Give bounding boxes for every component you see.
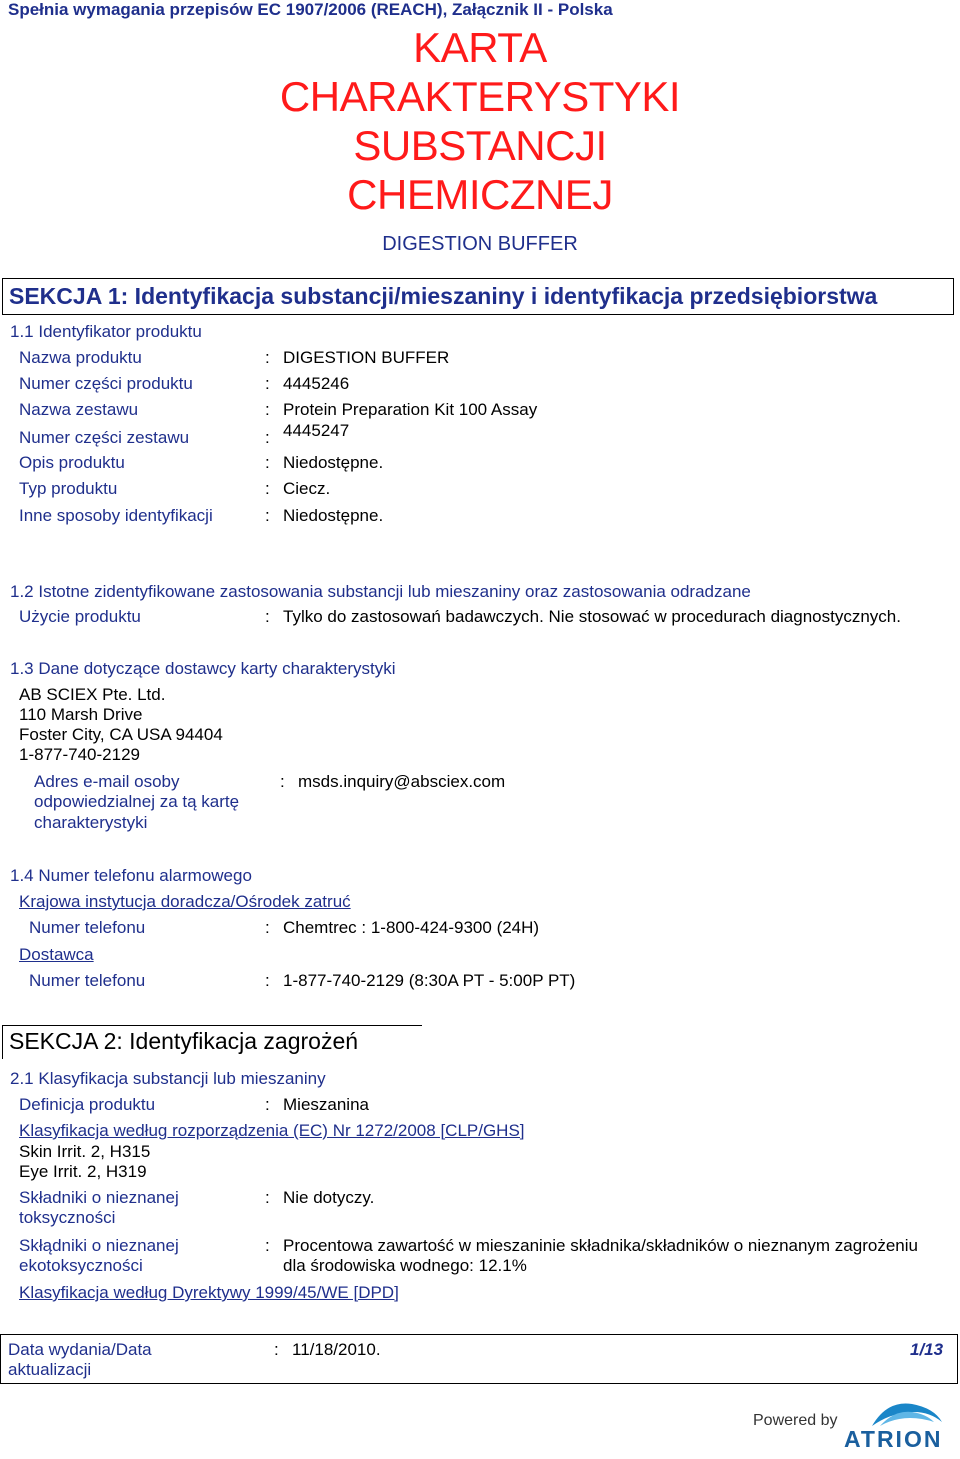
email-label-line-2: odpowiedzialnej za tą kartę	[34, 792, 240, 811]
atrion-logo	[842, 1398, 958, 1450]
product-part-number-label: Numer części produktu	[19, 374, 193, 393]
document-title-line-4: CHEMICZNEJ	[347, 171, 613, 218]
product-description-label: Opis produktu	[19, 453, 125, 472]
document-title-line-1: KARTA	[413, 24, 547, 71]
kit-part-number-value: 4445247	[283, 421, 350, 440]
product-type-label: Typ produktu	[19, 479, 118, 498]
section-1-heading: SEKCJA 1: Identyfikacja substancji/mieszaniny i identyfikacja przedsiębiorstwa	[9, 283, 878, 309]
colon: :	[280, 772, 285, 791]
email-value[interactable]: msds.inquiry@absciex.com	[298, 772, 506, 791]
colon: :	[265, 479, 270, 498]
document-title-line-2: CHARAKTERYSTYKI	[279, 73, 681, 120]
document-title-line-3: SUBSTANCJI	[353, 122, 607, 169]
powered-by-text: Powered by	[753, 1412, 838, 1429]
colon: :	[265, 428, 270, 447]
supplier-phone: 1-877-740-2129	[19, 745, 140, 764]
other-identification-value: Niedostępne.	[283, 506, 384, 525]
product-definition-value: Mieszanina	[283, 1095, 369, 1114]
section-2-heading-box	[2, 1025, 422, 1059]
colon: :	[265, 374, 270, 393]
colon: :	[265, 506, 270, 525]
email-label-line-3: charakterystyki	[34, 813, 148, 832]
supplier-phone-value: 1-877-740-2129 (8:30A PT - 5:00P PT)	[283, 971, 576, 990]
colon: :	[265, 1188, 270, 1207]
product-subtitle: DIGESTION BUFFER	[382, 233, 578, 255]
supplier-link[interactable]: Dostawca	[19, 945, 94, 964]
product-name-value: DIGESTION BUFFER	[283, 348, 450, 367]
colon: :	[265, 348, 270, 367]
kit-name-label: Nazwa zestawu	[19, 400, 139, 419]
unknown-toxicity-value: Nie dotyczy.	[283, 1188, 375, 1207]
product-type-value: Ciecz.	[283, 479, 331, 498]
product-description-value: Niedostępne.	[283, 453, 384, 472]
subsection-1-1-heading: 1.1 Identyfikator produktu	[10, 322, 202, 341]
subsection-2-1-heading: 2.1 Klasyfikacja substancji lub mieszaniny	[10, 1069, 326, 1088]
subsection-1-4-heading: 1.4 Numer telefonu alarmowego	[10, 866, 252, 885]
unknown-toxicity-label-line-2: toksyczności	[19, 1208, 116, 1227]
product-definition-label: Definicja produktu	[19, 1095, 156, 1114]
clp-classification-link[interactable]: Klasyfikacja według rozporządzenia (EC) Nr 1272/2008 [CLP/GHS]	[19, 1121, 525, 1140]
issue-date-label-line-1: Data wydania/Data	[8, 1340, 152, 1359]
subsection-1-2-heading: 1.2 Istotne zidentyfikowane zastosowania substancji lub mieszaniny oraz zastosowania odradzane	[10, 582, 751, 601]
colon: :	[265, 1095, 270, 1114]
section-2-heading: SEKCJA 2: Identyfikacja zagrożeń	[9, 1028, 359, 1054]
unknown-ecotoxicity-label-line-2: ekotoksyczności	[19, 1256, 143, 1275]
colon: :	[274, 1340, 279, 1359]
poison-center-link[interactable]: Krajowa instytucja doradcza/Ośrodek zatruć	[19, 892, 351, 911]
unknown-ecotoxicity-label-line-1: Skłądniki o nieznanej	[19, 1236, 179, 1255]
colon: :	[265, 400, 270, 419]
phone-number-label: Numer telefonu	[29, 918, 146, 937]
clp-item-skin: Skin Irrit. 2, H315	[19, 1142, 151, 1161]
emergency-phone-value: Chemtrec : 1-800-424-9300 (24H)	[283, 918, 540, 937]
issue-date-label-line-2: aktualizacji	[8, 1360, 92, 1379]
email-label-line-1: Adres e-mail osoby	[34, 772, 180, 791]
subsection-1-3-heading: 1.3 Dane dotyczące dostawcy karty charakterystyki	[10, 659, 396, 678]
dpd-classification-link[interactable]: Klasyfikacja według Dyrektywy 1999/45/WE [DPD]	[19, 1283, 399, 1302]
supplier-phone-label: Numer telefonu	[29, 971, 146, 990]
unknown-ecotoxicity-value-line-2: dla środowiska wodnego: 12.1%	[283, 1256, 527, 1275]
section-1-heading-box	[2, 278, 954, 315]
colon: :	[265, 971, 270, 990]
unknown-ecotoxicity-value-line-1: Procentowa zawartość w mieszaninie składnika/składników o nieznanym zagrożeniu	[283, 1236, 918, 1255]
supplier-name: AB SCIEX Pte. Ltd.	[19, 685, 166, 704]
other-identification-label: Inne sposoby identyfikacji	[19, 506, 213, 525]
issue-date-value: 11/18/2010.	[292, 1340, 381, 1359]
product-part-number-value: 4445246	[283, 374, 350, 393]
colon: :	[265, 1236, 270, 1255]
product-use-value: Tylko do zastosowań badawczych. Nie stosować w procedurach diagnostycznych.	[283, 607, 901, 626]
product-name-label: Nazwa produktu	[19, 348, 142, 367]
supplier-street: 110 Marsh Drive	[19, 705, 143, 724]
page-number: 1/13	[910, 1340, 944, 1359]
kit-name-value: Protein Preparation Kit 100 Assay	[283, 400, 538, 419]
kit-part-number-label: Numer części zestawu	[19, 428, 190, 447]
colon: :	[265, 918, 270, 937]
unknown-toxicity-label-line-1: Składniki o nieznanej	[19, 1188, 179, 1207]
reach-compliance-line: Spełnia wymagania przepisów EC 1907/2006 (REACH), Załącznik II - Polska	[8, 0, 613, 19]
colon: :	[265, 453, 270, 472]
atrion-logo-text: ATRION	[844, 1426, 943, 1452]
clp-item-eye: Eye Irrit. 2, H319	[19, 1162, 147, 1181]
product-use-label: Użycie produktu	[19, 607, 141, 626]
supplier-city: Foster City, CA USA 94404	[19, 725, 223, 744]
colon: :	[265, 607, 270, 626]
